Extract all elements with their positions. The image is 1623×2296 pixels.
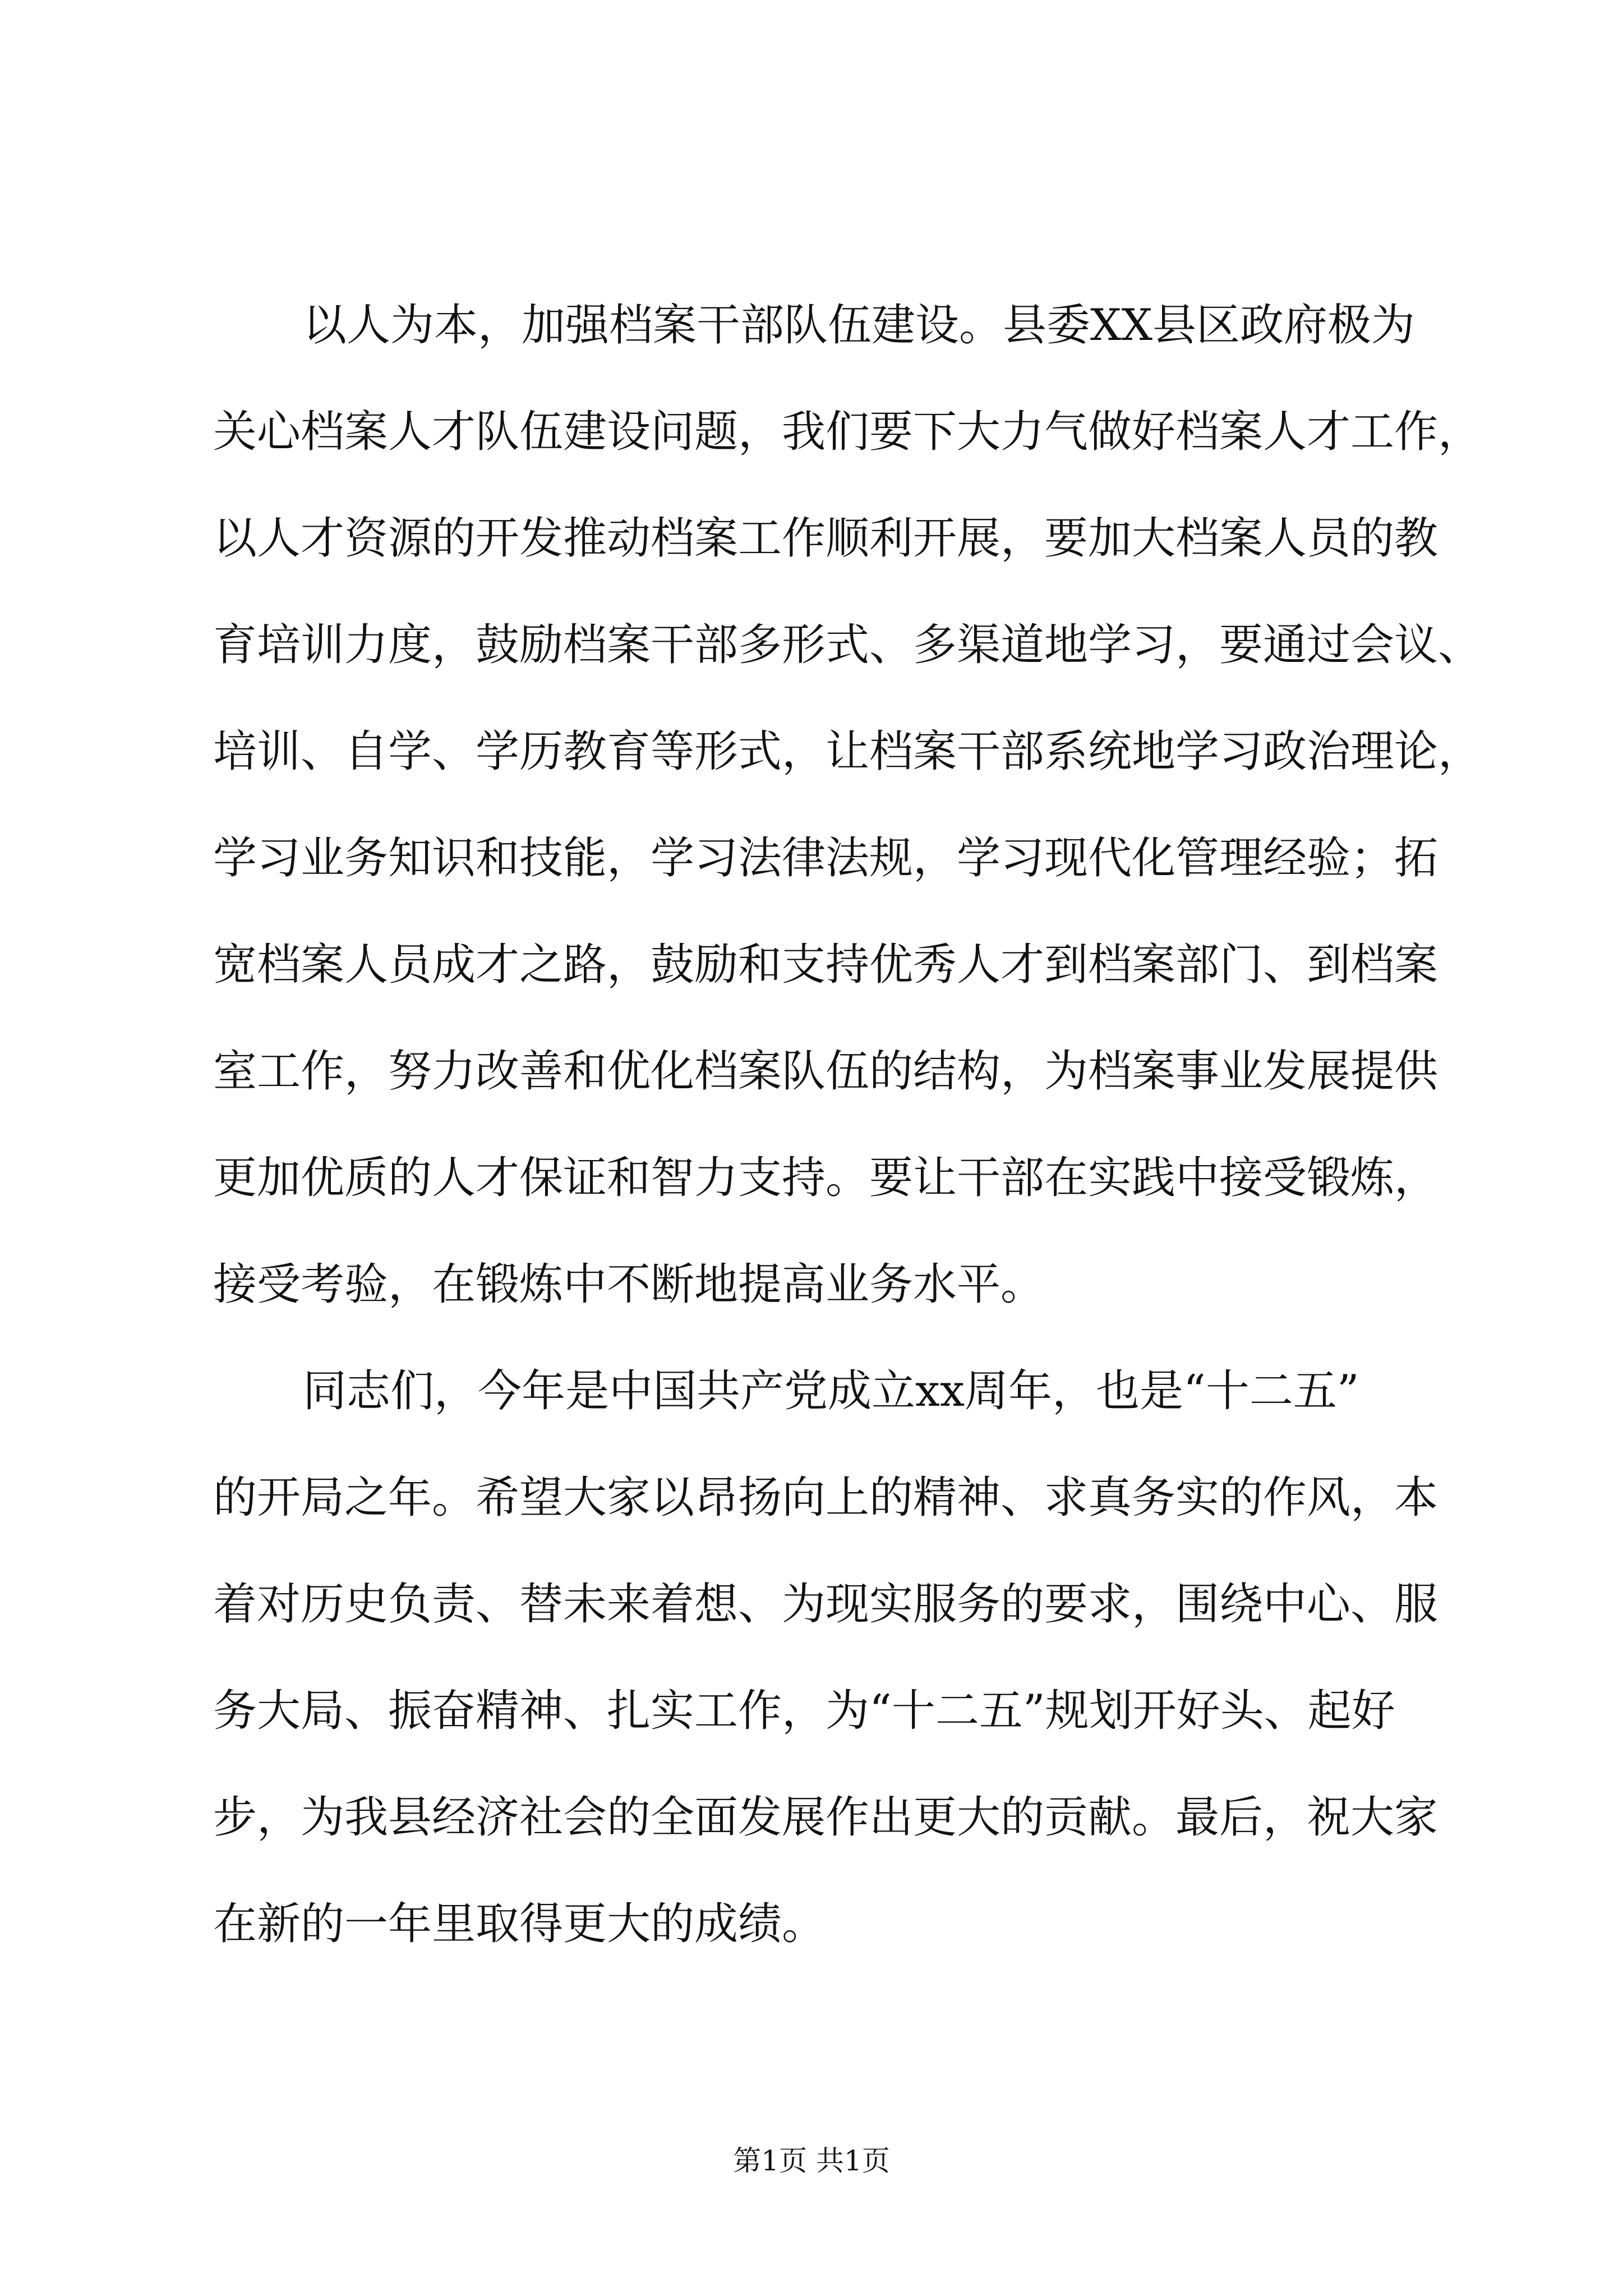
document-body [213,297,1482,2003]
paragraph-1-line-2: 关心档案人才队伍建设问题，我们要下大力气做好档案人才工作， [213,407,1482,457]
paragraph-2-line-6: 在新的一年里取得更大的成绩。 [213,1899,826,1949]
paragraph-2-line-1: 同志们，今年是中国共产党成立xx周年，也是“十二五” [303,1366,1359,1416]
paragraph-1-line-7: 宽档案人员成才之路，鼓励和支持优秀人才到档案部门、到档案 [213,940,1438,990]
paragraph-2-line-2: 的开局之年。希望大家以昂扬向上的精神、求真务实的作风，本 [213,1473,1438,1523]
paragraph-1-line-3: 以人才资源的开发推动档案工作顺利开展，要加大档案人员的教 [213,513,1438,564]
paragraph-1-line-5: 培训、自学、学历教育等形式，让档案干部系统地学习政治理论， [213,726,1482,777]
paragraph-1-line-9: 更加优质的人才保证和智力支持。要让干部在实践中接受锻炼， [213,1153,1438,1203]
page-number-footer: 第1页 共1页 [733,2145,890,2177]
paragraph-2-line-5: 步，为我县经济社会的全面发展作出更大的贡献。最后，祝大家 [213,1792,1438,1843]
paragraph-1-line-8: 室工作，努力改善和优化档案队伍的结构，为档案事业发展提供 [213,1046,1438,1097]
paragraph-2-line-3: 着对历史负责、替未来着想、为现实服务的要求，围绕中心、服 [213,1579,1438,1630]
paragraph-1-line-6: 学习业务知识和技能，学习法律法规，学习现代化管理经验；拓 [213,833,1438,884]
paragraph-1-line-1: 以人为本，加强档案干部队伍建设。县委XX县区政府极为 [303,300,1415,351]
paragraph-1-line-4: 育培训力度，鼓励档案干部多形式、多渠道地学习，要通过会议、 [213,620,1482,670]
paragraph-2-line-4: 务大局、振奋精神、扎实工作，为“十二五”规划开好头、起好 [213,1686,1395,1736]
paragraph-1-line-10: 接受考验，在锻炼中不断地提高业务水平。 [213,1259,1045,1310]
